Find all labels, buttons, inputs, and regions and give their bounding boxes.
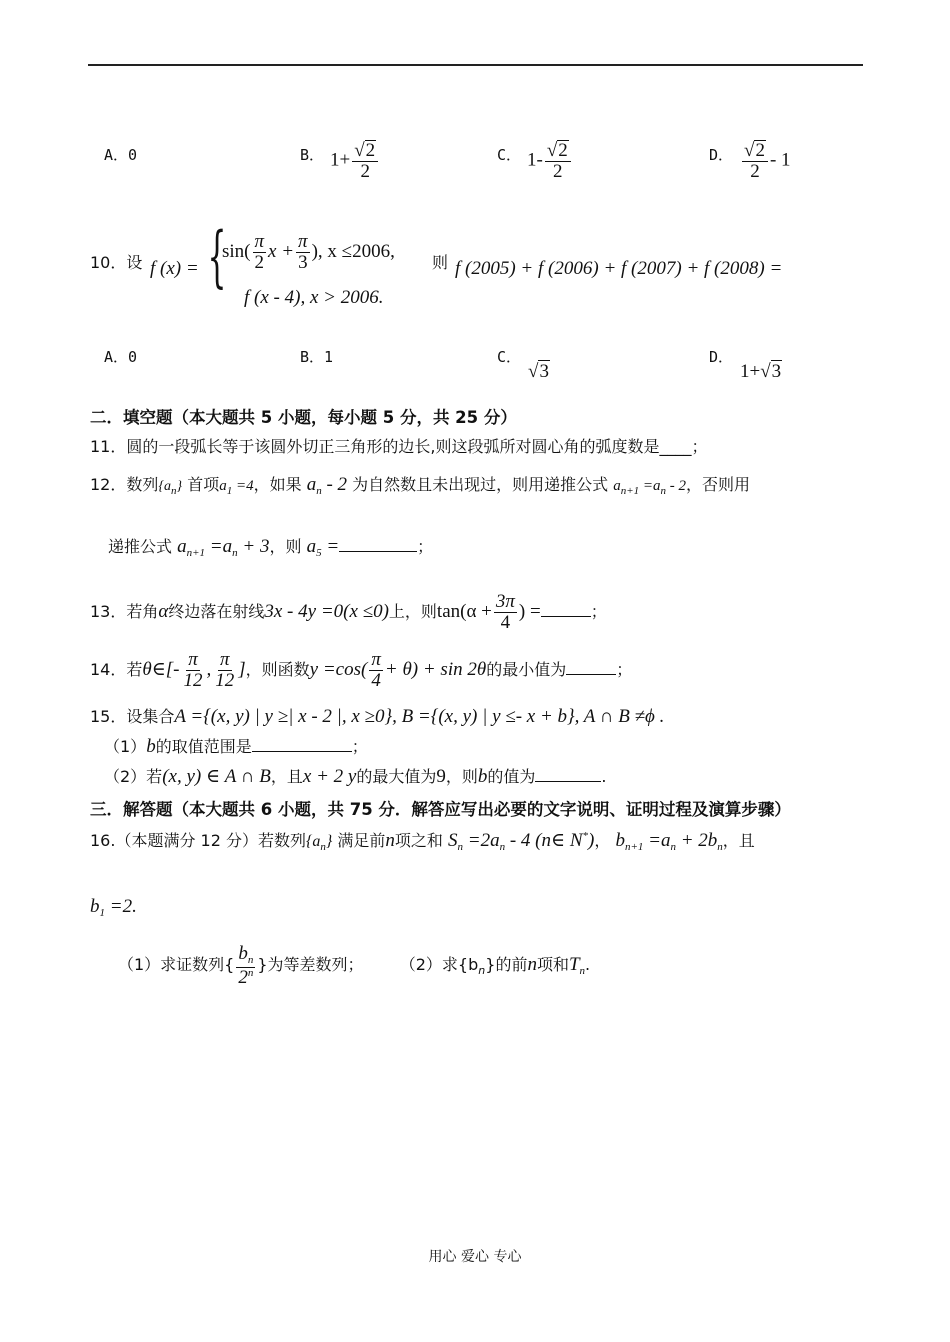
q9-option-d-expr: √ 2 2 - 1 — [744, 140, 791, 182]
q10-brace: { — [207, 218, 227, 295]
q10-option-b: B．1 — [300, 348, 334, 366]
q9-option-c-expr: 1- √ 2 2 — [527, 140, 573, 182]
q12-answer-blank — [339, 537, 417, 552]
q15-part-2-blank — [535, 767, 601, 782]
page-footer: 用心 爱心 专心 — [428, 1249, 522, 1265]
q9-option-b-expr: 1+ √ 2 2 — [330, 140, 380, 182]
q9-option-a: A．0 — [104, 146, 138, 164]
q10-expression: f (2005) + f (2006) + f (2007) + f (2008) = — [455, 258, 783, 279]
q10-option-c-expr: √ 3 — [528, 361, 549, 382]
q15-part-1: （1）b的取值范围是 ； — [104, 736, 368, 757]
q14-answer-blank — [566, 660, 616, 675]
q10-option-a: A．0 — [104, 348, 138, 366]
q15-part-1-blank — [252, 737, 352, 752]
q14-line: 14．若θ∈[- $\frac{\pi}{12}$ , $\frac{\pi}{12}$ ]，则函数y =cos( $\frac{\pi}{4}$ + θ) + sin 2θ的最小值为 ； — [90, 649, 633, 691]
q9-option-b-label: B． — [300, 146, 325, 164]
q11-text: 11．圆的一段弧长等于该圆外切正三角形的边长,则这段弧所对圆心角的弧度数是____； — [90, 437, 708, 456]
q10-option-d-label: D． — [709, 348, 734, 366]
q15-line: 15．设集合A ={(x, y) | y ≥| x - 2 |, x ≥0}, B ={(x, y) | y ≤- x + b}, A ∩ B ≠ϕ . — [90, 706, 665, 727]
q13-answer-blank — [541, 602, 591, 617]
q10-option-d-expr: 1+√ 3 — [740, 361, 782, 382]
q10-then: 则 — [432, 253, 449, 272]
q13-line: 13．若角α终边落在射线3x - 4y =0(x ≤0)上，则tan(α + $\frac{3\pi}{4}$ ) = ； — [90, 591, 607, 633]
q10-fx: f (x) = — [150, 258, 199, 279]
header-rule — [88, 64, 863, 66]
q10-number: 10．设 — [90, 253, 143, 272]
q10-piece-1: sin( $\frac{\pi}{2}$ x + $\frac{\pi}{3}$ ), x ≤2006, — [222, 231, 395, 273]
section-2-title: 二．填空题（本大题共 5 小题，每小题 5 分，共 25 分） — [90, 408, 517, 427]
q9-option-c-label: C． — [497, 146, 522, 164]
q16-line-1: 16.（本题满分 12 分）若数列$\{a_n\}$ 满足前n项之和 $S_n =2a_n - 4$ (n∈ N*)， $b_{n+1} =a_n + 2b_n$，且 — [90, 830, 755, 853]
q15-part-2: （2）若(x, y) ∈ A ∩ B，且x + 2 y的最大值为9，则b的值为 . — [104, 766, 607, 787]
q12-line-1: 12．数列$\{a_n\}$ 首项$a_1 =4$，如果 $a_n - 2$ 为自然数且未出现过，则用递推公式 $a_{n+1} =a_n - 2$，否则用 — [90, 474, 751, 497]
q16-parts: （1）求证数列{ $\frac{b_n}{2^n}$ }为等差数列； （2）求$\{b_n\}$的前n项和$T_n$. — [118, 943, 591, 988]
q16-line-2: $b_1 =2$. — [90, 896, 137, 919]
q10-piece-2: f (x - 4), x > 2006. — [244, 287, 384, 308]
q10-option-c-label: C． — [497, 348, 522, 366]
section-3-title: 三．解答题（本大题共 6 小题，共 75 分．解答应写出必要的文字说明、证明过程及演算步骤） — [90, 800, 791, 819]
q12-line-2: 递推公式 $a_{n+1} =a_n + 3$，则 $a_5$ = ； — [108, 536, 434, 559]
q9-option-d-label: D． — [709, 146, 734, 164]
